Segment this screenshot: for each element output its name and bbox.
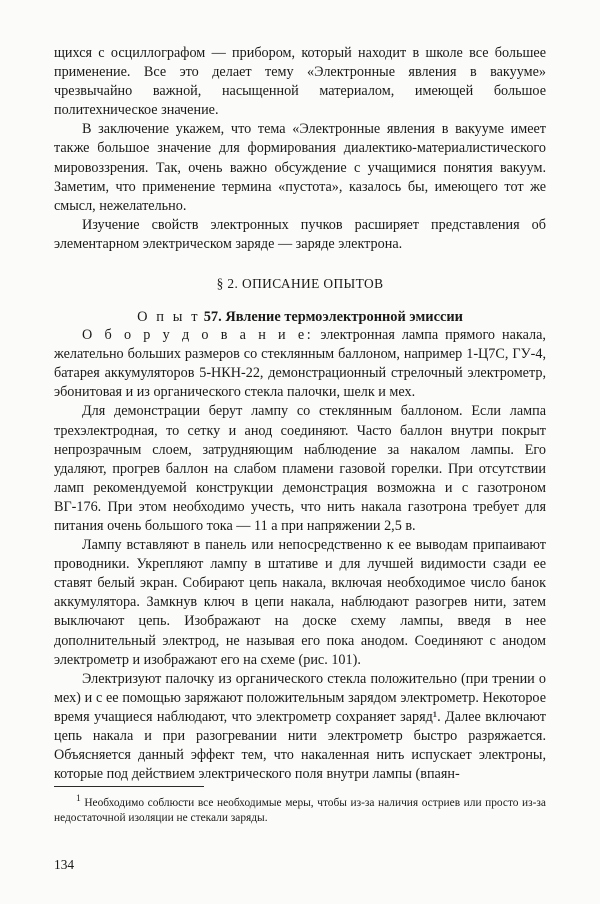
paragraph-conclusion: В заключение укажем, что тема «Электронные явления в вакууме имеет также большое значение для формирования диалектико-материалистического мировоззрения. Так, очень важно обсуждение с учащимися понятия вакуум. Заметим, что применение термина «пустота», казалось бы, имеющего тот же смысл, нежелательно. — [54, 121, 546, 214]
paragraph-electrification: Электризуют палочку из органического стекла положительно (при трении о мех) и с ее помощью заряжают положительным зарядом электрометр. Некоторое время учащиеся наблюдают, что электрометр сохраняет заряд¹. Далее включают цепь накала и при разогревании нити электрометр быстро разряжается. Объясняется данный эффект тем, что накаленная нить испускает электроны, которые под действием электрического поля внутри лампы (впаян- — [54, 670, 546, 783]
footnote-divider — [54, 786, 204, 787]
footnote-text: Необходимо соблюсти все необходимые меры, чтобы из-за наличия остриев или просто из-за недостаточной изоляции не стекали заряды. — [54, 797, 546, 825]
experiment-title: Явление термоэлектронной эмиссии — [225, 309, 463, 326]
equipment-text: электронная лампа прямого накала, желательно больших размеров со стеклянным баллоном, например 1-Ц7С, ГУ-4, батарея аккумуляторов 5-НКН-22, демонстрационный стрелочный электрометр, эбонитовая и из органического стекла палочки, шелк и мех. — [54, 327, 546, 401]
paragraph-lamp-setup: Лампу вставляют в панель или непосредственно к ее выводам припаивают проводники. Укрепляют лампу в штативе и для лучшей видимости сзади ее ставят белый экран. Собирают цепь накала, включая необходимое число банок аккумулятора. Замкнув ключ в цепи накала, наблюдают разогрев нити, затем выключают цепь. Изображают на доске схему лампы, введя в нее дополнительный электрод, не называя его пока анодом. Соединяют с анодом электрометр и изображают его на схеме (рис. 101). — [54, 537, 546, 668]
paragraph-continuation: щихся с осциллографом — прибором, который находит в школе все большее применение. Все это делает тему «Электронные явления в вакууме» чрезвычайно важной, насыщенной материалом, имеющей большое политехническое значение. — [54, 45, 546, 119]
equipment-label: О б о р у д о в а н и е: — [82, 327, 314, 344]
equipment-paragraph — [54, 326, 546, 402]
footnote — [54, 796, 546, 826]
paragraph-demonstration: Для демонстрации берут лампу со стеклянным баллоном. Если лампа трехэлектродная, то сетку и анод соединяют. Часто баллон внутри покрыт непрозрачным слоем, затрудняющим наблюдение за накалом лампы. Его удаляют, прогрев баллон на слабом пламени газовой горелки. При отсутствии ламп рекомендуемой конструкции демонстрация возможна и с газотроном ВГ-176. При этом необходимо учесть, что нить накала газотрона требует для питания очень большого тока — 11 а при напряжении 2,5 в. — [54, 403, 546, 534]
footnote-marker: 1 — [76, 794, 81, 805]
page-content — [54, 44, 546, 784]
section-heading: § 2. ОПИСАНИЕ ОПЫТОВ — [216, 276, 384, 292]
experiment-label: О п ы т — [137, 309, 201, 326]
page-number: 134 — [54, 857, 75, 872]
experiment-heading — [54, 309, 546, 326]
paragraph-electron-beams: Изучение свойств электронных пучков расширяет представления об элементарном электрическом заряде — заряде электрона. — [54, 216, 546, 252]
experiment-number: 57. — [203, 309, 222, 326]
